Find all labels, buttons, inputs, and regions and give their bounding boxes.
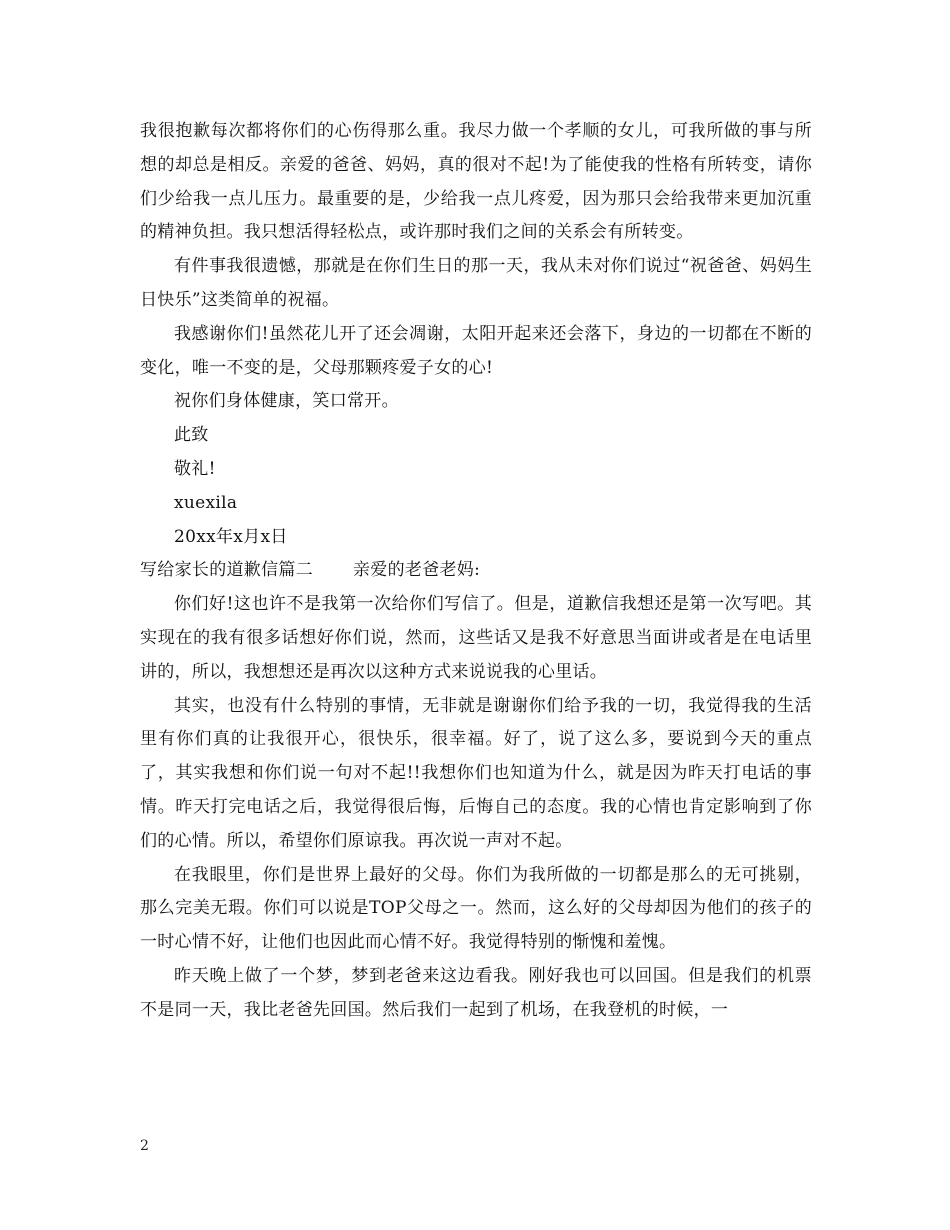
section-greeting: 亲爱的老爸老妈:	[353, 560, 481, 581]
paragraph-wishes: 祝你们身体健康，笑口常开。	[174, 391, 399, 412]
paragraph-dream: 昨天晚上做了一个梦，梦到老爸来这边看我。刚好我也可以回国。但是我们的机票不是同一天，我比老爸先回国。然后我们一起到了机场，在我登机的时候，一	[140, 965, 812, 1020]
paragraph-regret: 有件事我很遗憾，那就是在你们生日的那一天，我从未对你们说过“祝爸爸、妈妈生日快乐”这类简单的祝福。	[140, 256, 812, 310]
paragraph-apology: 其实，也没有什么特别的事情，无非就是谢谢你们给予我的一切，我觉得我的生活里有你们真的让我很开心，很快乐，很幸福。好了，说了这么多，要说到今天的重点了，其实我想和你们说一句对不起!!我想你们也知道为什么，就是因为昨天打电话的事情。昨天打完电话之后，我觉得很后悔，后悔自己的态度。我的心情也肯定影响到了你们的心情。所以，希望你们原谅我。再次说一声对不起。	[140, 695, 812, 851]
paragraph-continued: 我很抱歉每次都将你们的心伤得那么重。我尽力做一个孝顺的女儿，可我所做的事与所想的却总是相反。亲爱的爸爸、妈妈，真的很对不起!为了能使我的性格有所转变，请你们少给我一点儿压力。最重要的是，少给我一点儿疼爱，因为那只会给我带来更加沉重的精神负担。我只想活得轻松点，或许那时我们之间的关系会有所转变。	[140, 121, 812, 243]
paragraph-best-parents: 在我眼里，你们是世界上最好的父母。你们为我所做的一切都是那么的无可挑剔，那么完美无瑕。你们可以说是TOP父母之一。然而，这么好的父母却因为他们的孩子的一时心情不好，让他们也因此而心情不好。我觉得特别的惭愧和羞愧。	[140, 864, 812, 953]
section-heading	[140, 554, 812, 588]
paragraph-hello: 你们好!这也许不是我第一次给你们写信了。但是，道歉信我想还是第一次写吧。其实现在的我有很多话想好你们说，然而，这些话又是我不好意思当面讲或者是在电话里讲的，所以，我想想还是再次以这种方式来说说我的心里话。	[140, 594, 812, 682]
section-title: 写给家长的道歉信篇二	[140, 560, 313, 581]
paragraph-thanks: 我感谢你们!虽然花儿开了还会凋谢，太阳开起来还会落下，身边的一切都在不断的变化，唯一不变的是，父母那颗疼爱子女的心!	[140, 323, 812, 378]
page-number: 2	[140, 1138, 149, 1154]
closing-respect: 敬礼!	[174, 458, 216, 479]
letter-date: 20xx年x月x日	[174, 526, 288, 547]
signature: xuexila	[174, 492, 238, 513]
document-page	[140, 115, 812, 1028]
closing-salutation: 此致	[174, 425, 209, 446]
